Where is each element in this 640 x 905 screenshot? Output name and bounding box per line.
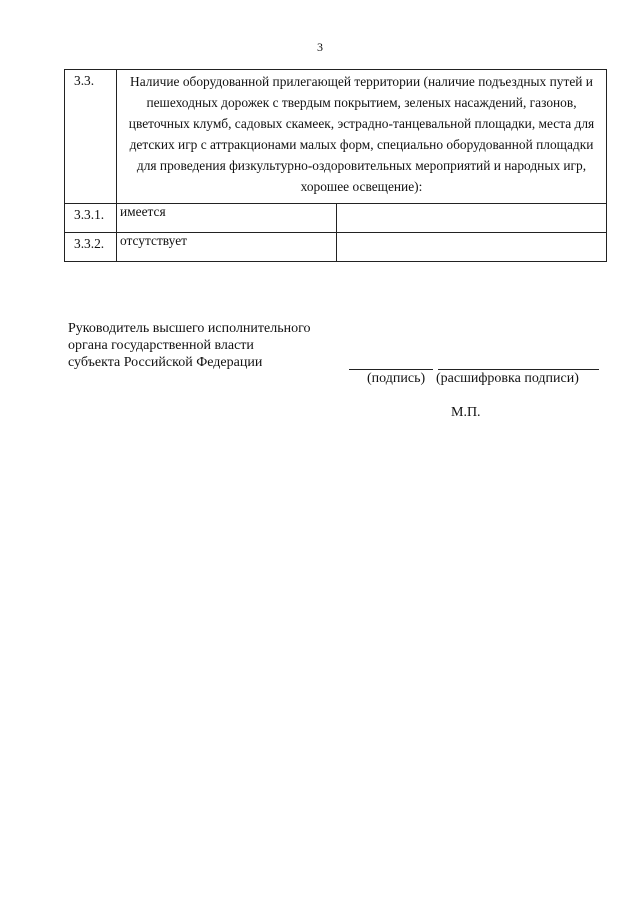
section-description: Наличие оборудованной прилегающей территории (наличие подъездных путей и пешеходных дорожек с твердым покрытием, зеленых насаждений, газонов, цветочных клумб, садовых скамеек, эстрадно-танцевальной площадки, места для детских игр с аттракционами малых форм, специально оборудованной площадки для проведения физкультурно-оздоровительных мероприятий и народных игр, хорошее освещение): — [117, 70, 607, 204]
signature-line[interactable] — [349, 369, 433, 370]
signatory-line: Руководитель высшего исполнительного — [68, 321, 311, 336]
page-number: 3 — [317, 40, 323, 54]
stamp-place-label: М.П. — [451, 405, 481, 420]
section-row — [65, 70, 607, 204]
section-number: 3.3. — [65, 70, 117, 204]
row-label: имеется — [117, 204, 337, 233]
signatory-title — [68, 320, 368, 371]
signatory-line: субъекта Российской Федерации — [68, 355, 263, 370]
signature-decoding-line[interactable] — [438, 369, 599, 370]
row-number: 3.3.2. — [65, 233, 117, 262]
row-number: 3.3.1. — [65, 204, 117, 233]
row-value-field[interactable] — [337, 233, 607, 262]
row-value-field[interactable] — [337, 204, 607, 233]
row-label: отсутствует — [117, 233, 337, 262]
table-row — [65, 204, 607, 233]
signature-caption: (подпись) — [367, 371, 426, 386]
signatory-line: органа государственной власти — [68, 338, 254, 353]
criteria-table — [64, 69, 607, 262]
table-row — [65, 233, 607, 262]
decoding-caption: (расшифровка подписи) — [436, 371, 579, 386]
